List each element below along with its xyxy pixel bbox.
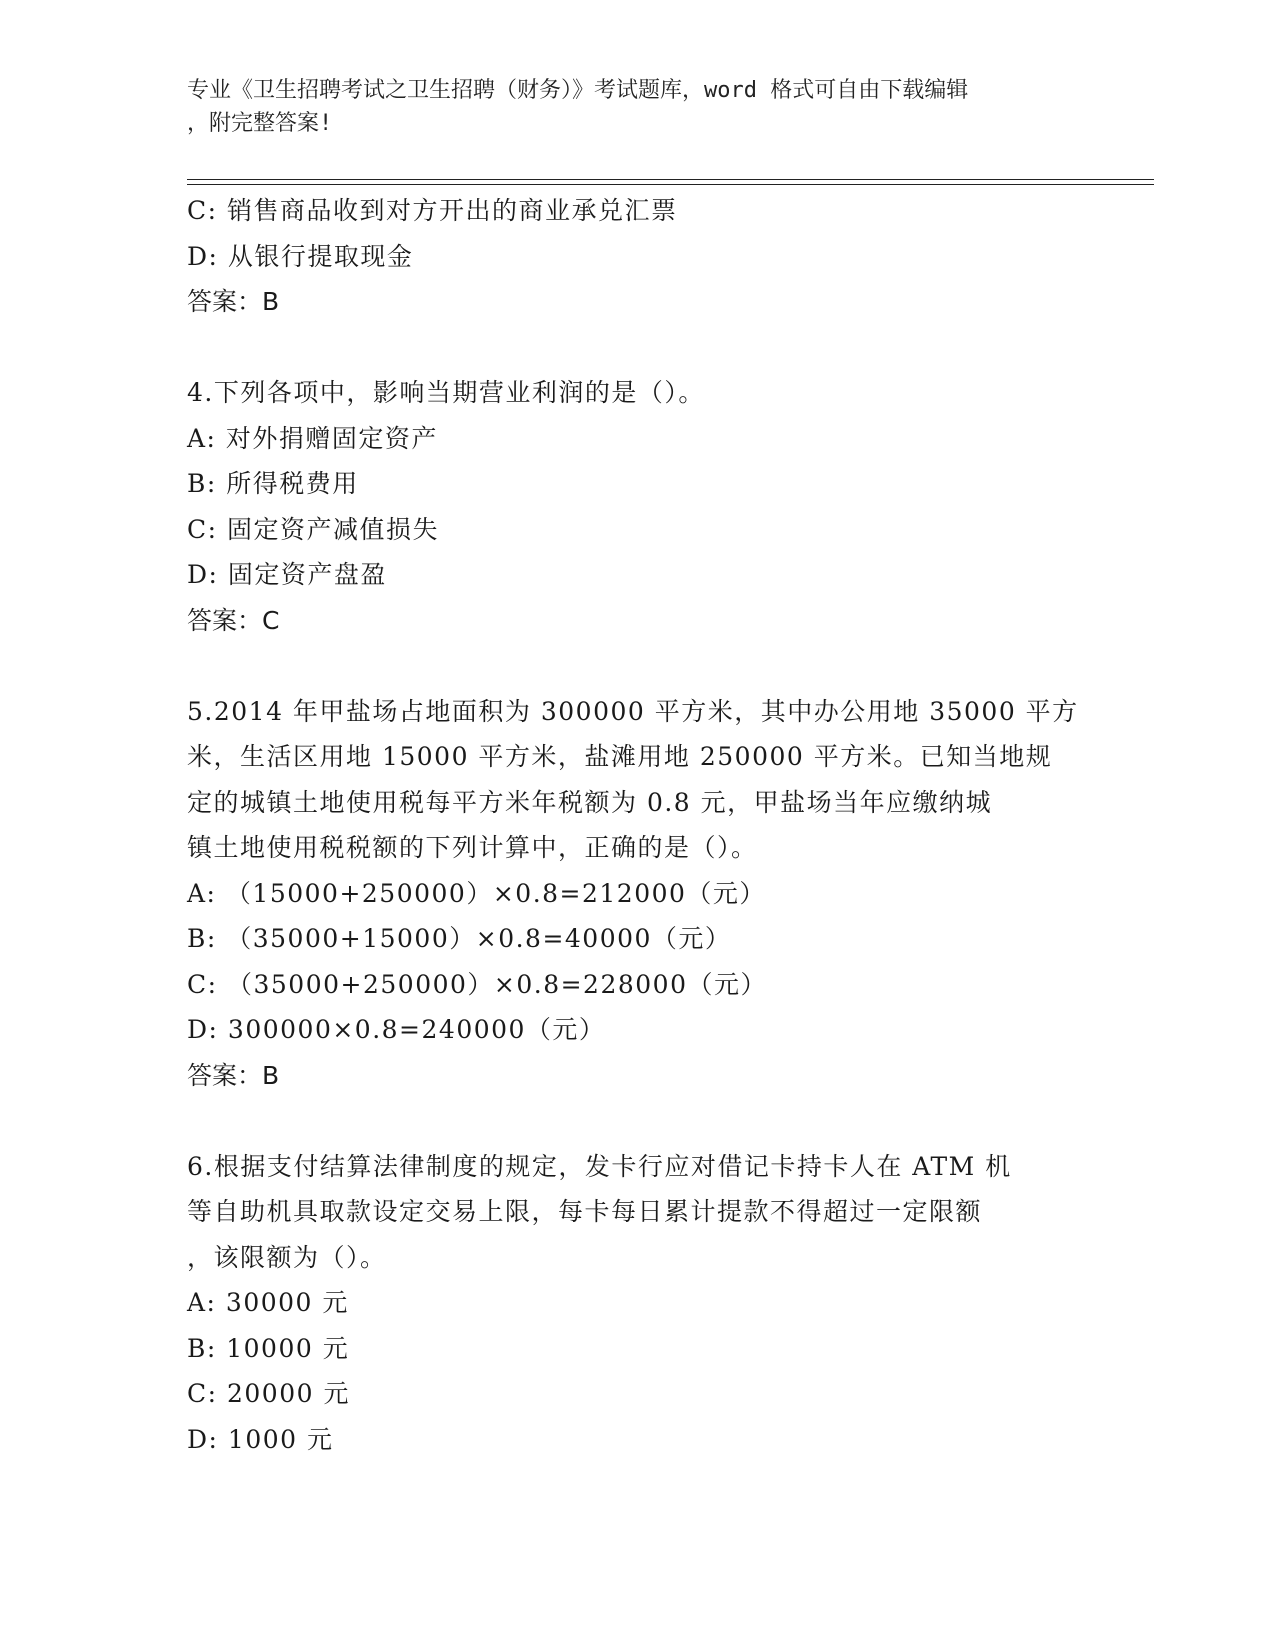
q4-option-d: D: 固定资产盘盈 bbox=[187, 560, 387, 589]
q6-option-d: D: 1000 元 bbox=[187, 1424, 334, 1454]
q4-option-b: B: 所得税费用 bbox=[187, 469, 359, 498]
q4-answer: 答案：C bbox=[187, 605, 280, 635]
question-5 bbox=[187, 689, 1087, 1099]
header-divider-top bbox=[187, 179, 1154, 180]
question-3-tail bbox=[187, 188, 1087, 325]
q5-option-c: C: （35000+250000）×0.8=228000（元） bbox=[187, 969, 767, 999]
q3-option-c: C: 销售商品收到对方开出的商业承兑汇票 bbox=[187, 196, 678, 225]
q5-option-a: A: （15000+250000）×0.8=212000（元） bbox=[187, 878, 766, 908]
document-body bbox=[187, 188, 1087, 1462]
q5-option-b: B: （35000+15000）×0.8=40000（元） bbox=[187, 924, 732, 953]
q6-stem-line-2: 等自助机具取款设定交易上限，每卡每日累计提款不得超过一定限额 bbox=[187, 1197, 983, 1226]
q4-option-c: C: 固定资产减值损失 bbox=[187, 514, 439, 544]
q5-stem-line-2: 米，生活区用地 15000 平方米，盐滩用地 250000 平方米。已知当地规 bbox=[187, 742, 1053, 771]
header-line-1: 专业《卫生招聘考试之卫生招聘（财务）》考试题库，word 格式可自由下载编辑 bbox=[187, 78, 969, 103]
question-4 bbox=[187, 370, 1087, 643]
header-divider-bottom bbox=[187, 184, 1154, 185]
document-header bbox=[187, 74, 1087, 140]
q5-option-d: D: 300000×0.8=240000（元） bbox=[187, 1015, 606, 1044]
question-6 bbox=[187, 1144, 1087, 1463]
q5-stem-line-1: 5.2014 年甲盐场占地面积为 300000 平方米，其中办公用地 35000 平方 bbox=[187, 696, 1079, 726]
header-line-2: ，附完整答案! bbox=[187, 111, 333, 136]
q6-option-b: B: 10000 元 bbox=[187, 1333, 350, 1363]
spacer bbox=[187, 1098, 1087, 1144]
q5-answer: 答案：B bbox=[187, 1060, 280, 1090]
spacer bbox=[187, 643, 1087, 689]
q5-stem-line-4: 镇土地使用税税额的下列计算中，正确的是（）。 bbox=[187, 833, 758, 862]
q4-stem: 4.下列各项中，影响当期营业利润的是（）。 bbox=[187, 378, 705, 407]
spacer bbox=[187, 325, 1087, 371]
q6-stem-line-3: ，该限额为（）。 bbox=[187, 1242, 387, 1272]
q6-stem-line-1: 6.根据支付结算法律制度的规定，发卡行应对借记卡持卡人在 ATM 机 bbox=[187, 1151, 1012, 1181]
q6-option-a: A: 30000 元 bbox=[187, 1288, 349, 1317]
q3-option-d: D: 从银行提取现金 bbox=[187, 241, 414, 271]
q5-stem-line-3: 定的城镇土地使用税每平方米年税额为 0.8 元，甲盐场当年应缴纳城 bbox=[187, 787, 993, 817]
q3-answer: 答案：B bbox=[187, 287, 280, 316]
q4-option-a: A: 对外捐赠固定资产 bbox=[187, 423, 438, 453]
q6-option-c: C: 20000 元 bbox=[187, 1379, 350, 1408]
